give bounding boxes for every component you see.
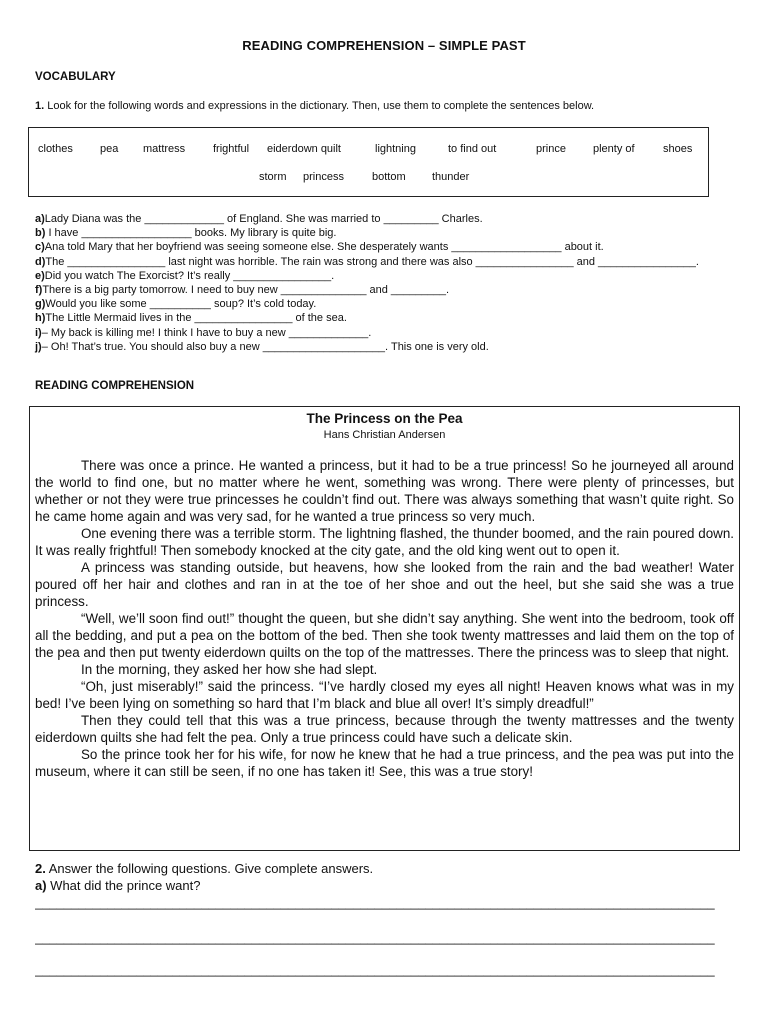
instruction-text: Look for the following words and expressions in the dictionary. Then, use them to complete the sentences below.: [44, 100, 595, 112]
answer-line[interactable]: ______________________________________________________________________________________________: [35, 962, 715, 977]
exercise-text: Lady Diana was the _____________ of England. She was married to _________ Charles.: [44, 213, 483, 225]
exercise-text: – Oh! That’s true. You should also buy a new ____________________. This one is very old.: [41, 340, 489, 353]
vocabulary-heading: VOCABULARY: [35, 71, 116, 83]
questions-number: 2.: [35, 861, 46, 876]
word-item: frightful: [213, 143, 250, 155]
exercise-item: [35, 340, 731, 354]
exercise-text: The Little Mermaid lives in the ________________ of the sea.: [45, 312, 347, 325]
story-paragraph: So the prince took her for his wife, for now he knew that he had a true princess, and the pea was put into the museum, where it can still be seen, if no one has taken it! See, this was a true story!: [35, 747, 734, 779]
story-paragraph: “Well, we’ll soon find out!” thought the queen, but she didn’t say anything. She went into the bedroom, took off all the bedding, and put a pea on the bottom of the bed. Then she took twenty mattresses and laid them on the top of the pea and then put twenty eiderdown quilts on the top of the mattresses. There the princess was to sleep that night.: [35, 611, 734, 660]
word-item: storm: [259, 171, 287, 183]
story-title: The Princess on the Pea: [306, 411, 463, 426]
question-text: What did the prince want?: [46, 878, 201, 893]
exercise-label: f): [35, 284, 43, 297]
exercise-item: [35, 283, 731, 297]
page-title: READING COMPREHENSION – SIMPLE PAST: [242, 38, 526, 53]
story-paragraph: There was once a prince. He wanted a princess, but it had to be a true princess! So he journeyed all around the world to find one, but no matter where he went, something was wrong. There were plenty of princesses, but whether or not they were true princesses he couldn’t find out. There was always something that wasn’t quite right. So he came home again and was very sad, for he wanted a true princess so very much.: [35, 458, 734, 524]
exercise-item: [35, 255, 731, 269]
exercise-label: i): [35, 326, 42, 339]
word-item: bottom: [372, 171, 406, 183]
questions-section: [35, 860, 373, 894]
questions-instruction-text: Answer the following questions. Give complete answers.: [45, 861, 374, 876]
exercise-label: g): [35, 298, 46, 311]
word-bank: [28, 127, 709, 197]
exercise-item: [35, 297, 731, 311]
word-item: lightning: [375, 143, 416, 155]
exercise-label: c): [35, 241, 45, 254]
word-item: shoes: [663, 143, 693, 155]
story-paragraph: In the morning, they asked her how she had slept.: [81, 662, 378, 677]
word-item: pea: [100, 143, 119, 155]
question-label: a): [35, 878, 47, 893]
story-paragraph: “Oh, just miserably!” said the princess. “I’ve hardly closed my eyes all night! Heaven knows what was in my bed! I’ve been lying on something so hard that I’m black and blue all over! It’s simply dreadful!”: [35, 679, 734, 711]
story-paragraph: One evening there was a terrible storm. The lightning flashed, the thunder boomed, and the rain poured down. It was really frightful! Then somebody knocked at the city gate, and the old king went out to open it.: [35, 526, 734, 558]
exercise-text: Did you watch The Exorcist? It’s really ________________.: [44, 269, 335, 282]
exercise-item: [35, 269, 731, 283]
vocabulary-instruction: [35, 100, 594, 112]
exercise-text: – My back is killing me! I think I have to buy a new _____________.: [41, 326, 372, 339]
exercise-item: [35, 311, 731, 325]
exercise-text: I have __________________ books. My library is quite big.: [45, 227, 337, 240]
word-item: clothes: [38, 143, 73, 155]
answer-line[interactable]: ______________________________________________________________________________________________: [35, 930, 715, 945]
exercise-label: j): [35, 340, 42, 353]
exercise-item: [35, 326, 731, 340]
question-item: [35, 877, 373, 894]
exercise-item: [35, 212, 731, 226]
answer-line[interactable]: ______________________________________________________________________________________________: [35, 895, 715, 910]
exercise-list: [35, 212, 731, 354]
exercise-text: There is a big party tomorrow. I need to buy new ______________ and _________.: [42, 284, 450, 297]
exercise-label: b): [35, 227, 46, 240]
exercise-label: h): [35, 312, 46, 325]
word-item: mattress: [143, 143, 186, 155]
story-body: [35, 457, 734, 780]
exercise-item: [35, 226, 731, 240]
word-item: princess: [303, 171, 344, 183]
instruction-number: 1.: [35, 100, 45, 112]
exercise-text: Ana told Mary that her boyfriend was seeing someone else. She desperately wants __________________ about it.: [44, 241, 604, 254]
story-box: [29, 406, 740, 851]
story-paragraph: Then they could tell that this was a true princess, because through the twenty mattresses and the twenty eiderdown quilts she had felt the pea. Only a true princess could have such a delicate skin.: [35, 713, 734, 745]
exercise-item: [35, 240, 731, 254]
word-item: to find out: [448, 143, 497, 155]
word-item: eiderdown quilt: [267, 143, 341, 155]
word-item: plenty of: [593, 143, 635, 155]
reading-heading: READING COMPREHENSION: [35, 380, 195, 392]
exercise-text: The ________________ last night was horrible. The rain was strong and there was also ________________ and ________________.: [45, 255, 699, 268]
exercise-label: d): [35, 255, 46, 268]
exercise-label: e): [35, 269, 45, 282]
word-item: prince: [536, 143, 566, 155]
exercise-text: Would you like some __________ soup? It’s cold today.: [45, 298, 317, 311]
exercise-label: a): [35, 213, 45, 225]
word-item: thunder: [432, 171, 470, 183]
questions-instruction: [35, 860, 373, 877]
story-paragraph: A princess was standing outside, but heavens, how she looked from the rain and the bad weather! Water poured off her hair and clothes and ran in at the toe of her shoe and out the heel, but she said she was a true princess.: [35, 560, 734, 609]
story-author: Hans Christian Andersen: [323, 429, 446, 441]
